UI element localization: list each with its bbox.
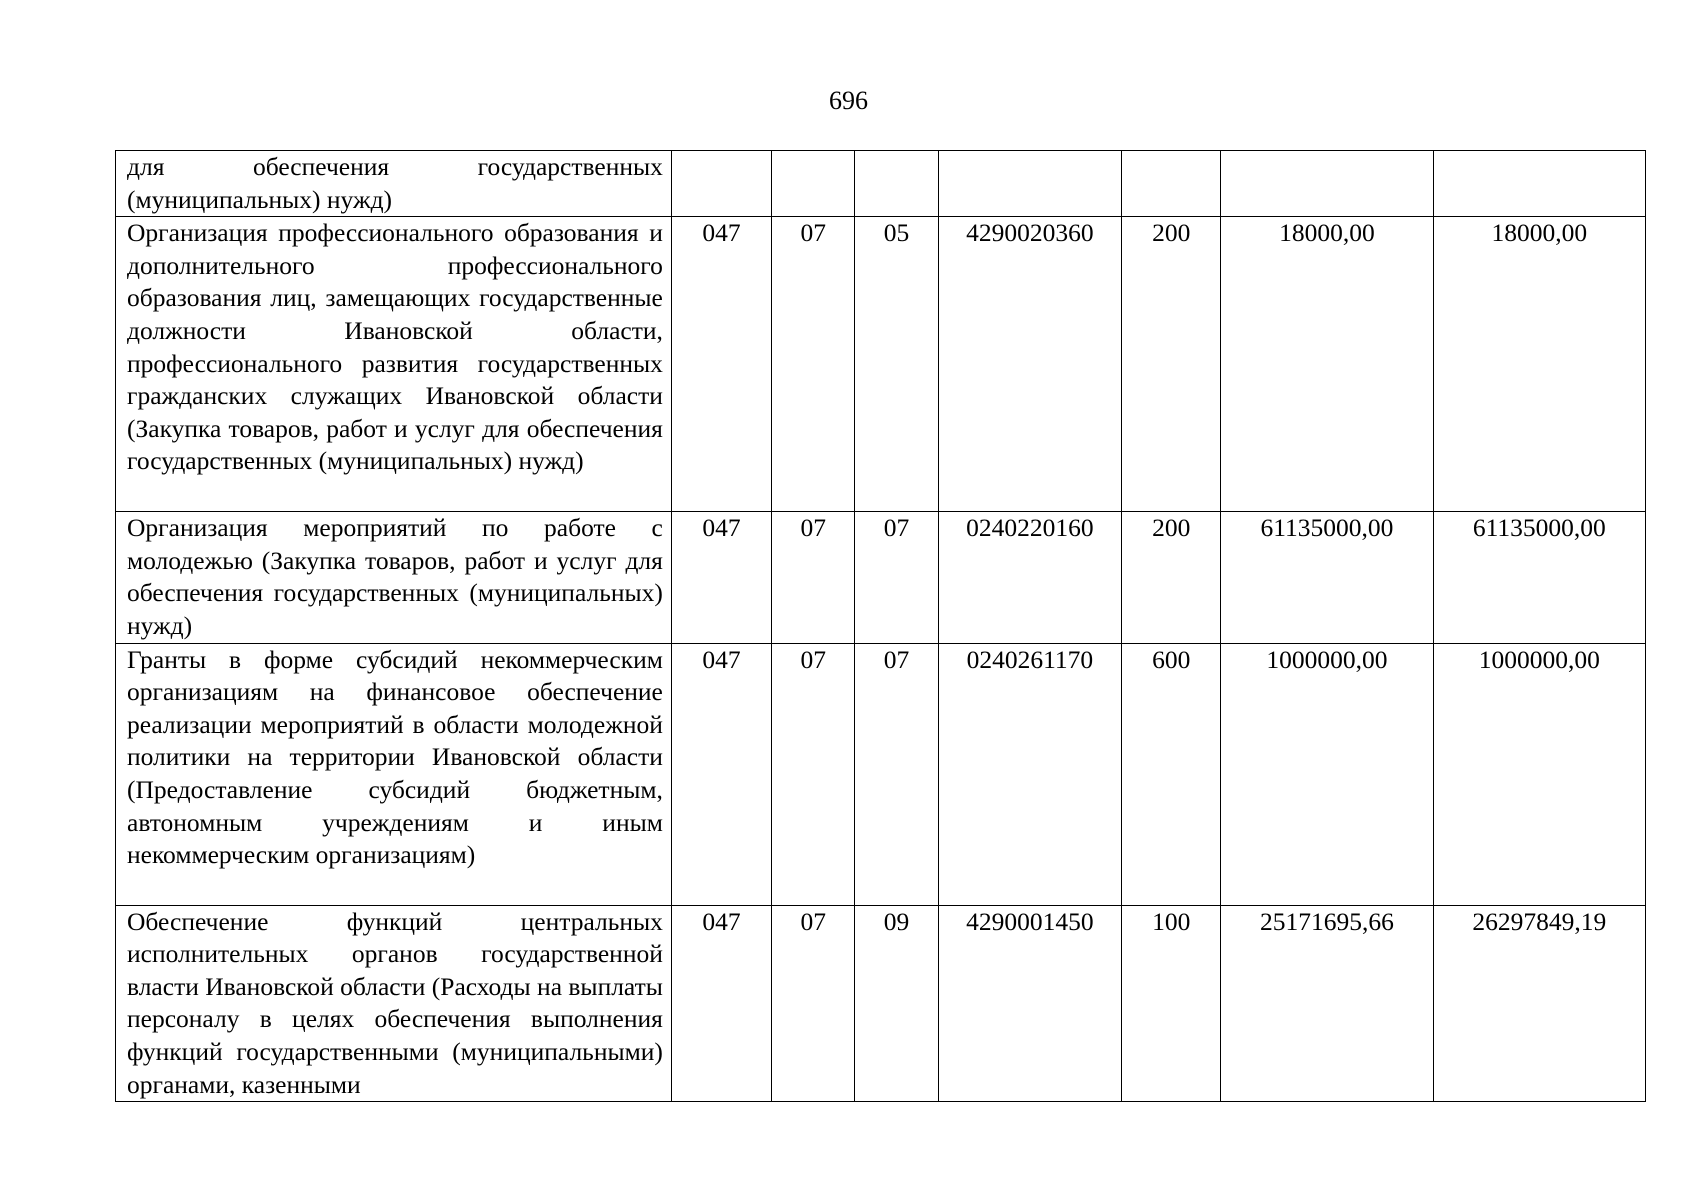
amount-year2: 26297849,19 (1433, 905, 1645, 1102)
expense-type-code: 100 (1122, 905, 1221, 1102)
section-code: 07 (772, 512, 855, 643)
amount-year2: 18000,00 (1433, 217, 1645, 512)
target-article-code: 0240261170 (938, 643, 1122, 905)
amount-year2: 1000000,00 (1433, 643, 1645, 905)
target-article-code (938, 151, 1122, 217)
row-description: Обеспечение функций центральных исполнительных органов государственной власти Ивановской области (Расходы на выплаты персоналу в целях обеспечения выполнения функций государственными (муниципальными) органами, казенными (116, 905, 672, 1102)
section-code: 07 (772, 217, 855, 512)
amount-year2: 61135000,00 (1433, 512, 1645, 643)
expense-type-code (1122, 151, 1221, 217)
section-code: 07 (772, 905, 855, 1102)
subsection-code: 07 (855, 512, 938, 643)
budget-table (115, 150, 1646, 1102)
ministry-code (671, 151, 771, 217)
amount-year1: 61135000,00 (1221, 512, 1433, 643)
target-article-code: 0240220160 (938, 512, 1122, 643)
table-row (116, 151, 1646, 217)
amount-year2 (1433, 151, 1645, 217)
ministry-code: 047 (671, 512, 771, 643)
row-description: Организация мероприятий по работе с молодежью (Закупка товаров, работ и услуг для обеспечения государственных (муниципальных) нужд) (116, 512, 672, 643)
row-description: для обеспечения государственных (муниципальных) нужд) (116, 151, 672, 217)
row-description: Гранты в форме субсидий некоммерческим организациям на финансовое обеспечение реализации мероприятий в области молодежной политики на территории Ивановской области (Предоставление субсидий бюджетным, автономным учреждениям и иным некоммерческим организациям) (116, 643, 672, 905)
ministry-code: 047 (671, 905, 771, 1102)
expense-type-code: 200 (1122, 217, 1221, 512)
table-row (116, 217, 1646, 512)
section-code (772, 151, 855, 217)
ministry-code: 047 (671, 217, 771, 512)
amount-year1: 25171695,66 (1221, 905, 1433, 1102)
expense-type-code: 600 (1122, 643, 1221, 905)
amount-year1: 1000000,00 (1221, 643, 1433, 905)
subsection-code: 05 (855, 217, 938, 512)
amount-year1 (1221, 151, 1433, 217)
table-row (116, 643, 1646, 905)
page-number: 696 (829, 86, 868, 115)
target-article-code: 4290001450 (938, 905, 1122, 1102)
expense-type-code: 200 (1122, 512, 1221, 643)
ministry-code: 047 (671, 643, 771, 905)
subsection-code (855, 151, 938, 217)
amount-year1: 18000,00 (1221, 217, 1433, 512)
row-description: Организация профессионального образования и дополнительного профессионального образования лиц, замещающих государственные должности Ивановской области, профессионального развития государственных гражданских служащих Ивановской области (Закупка товаров, работ и услуг для обеспечения государственных (муниципальных) нужд) (116, 217, 672, 512)
target-article-code: 4290020360 (938, 217, 1122, 512)
table-row (116, 905, 1646, 1102)
section-code: 07 (772, 643, 855, 905)
subsection-code: 09 (855, 905, 938, 1102)
subsection-code: 07 (855, 643, 938, 905)
table-row (116, 512, 1646, 643)
